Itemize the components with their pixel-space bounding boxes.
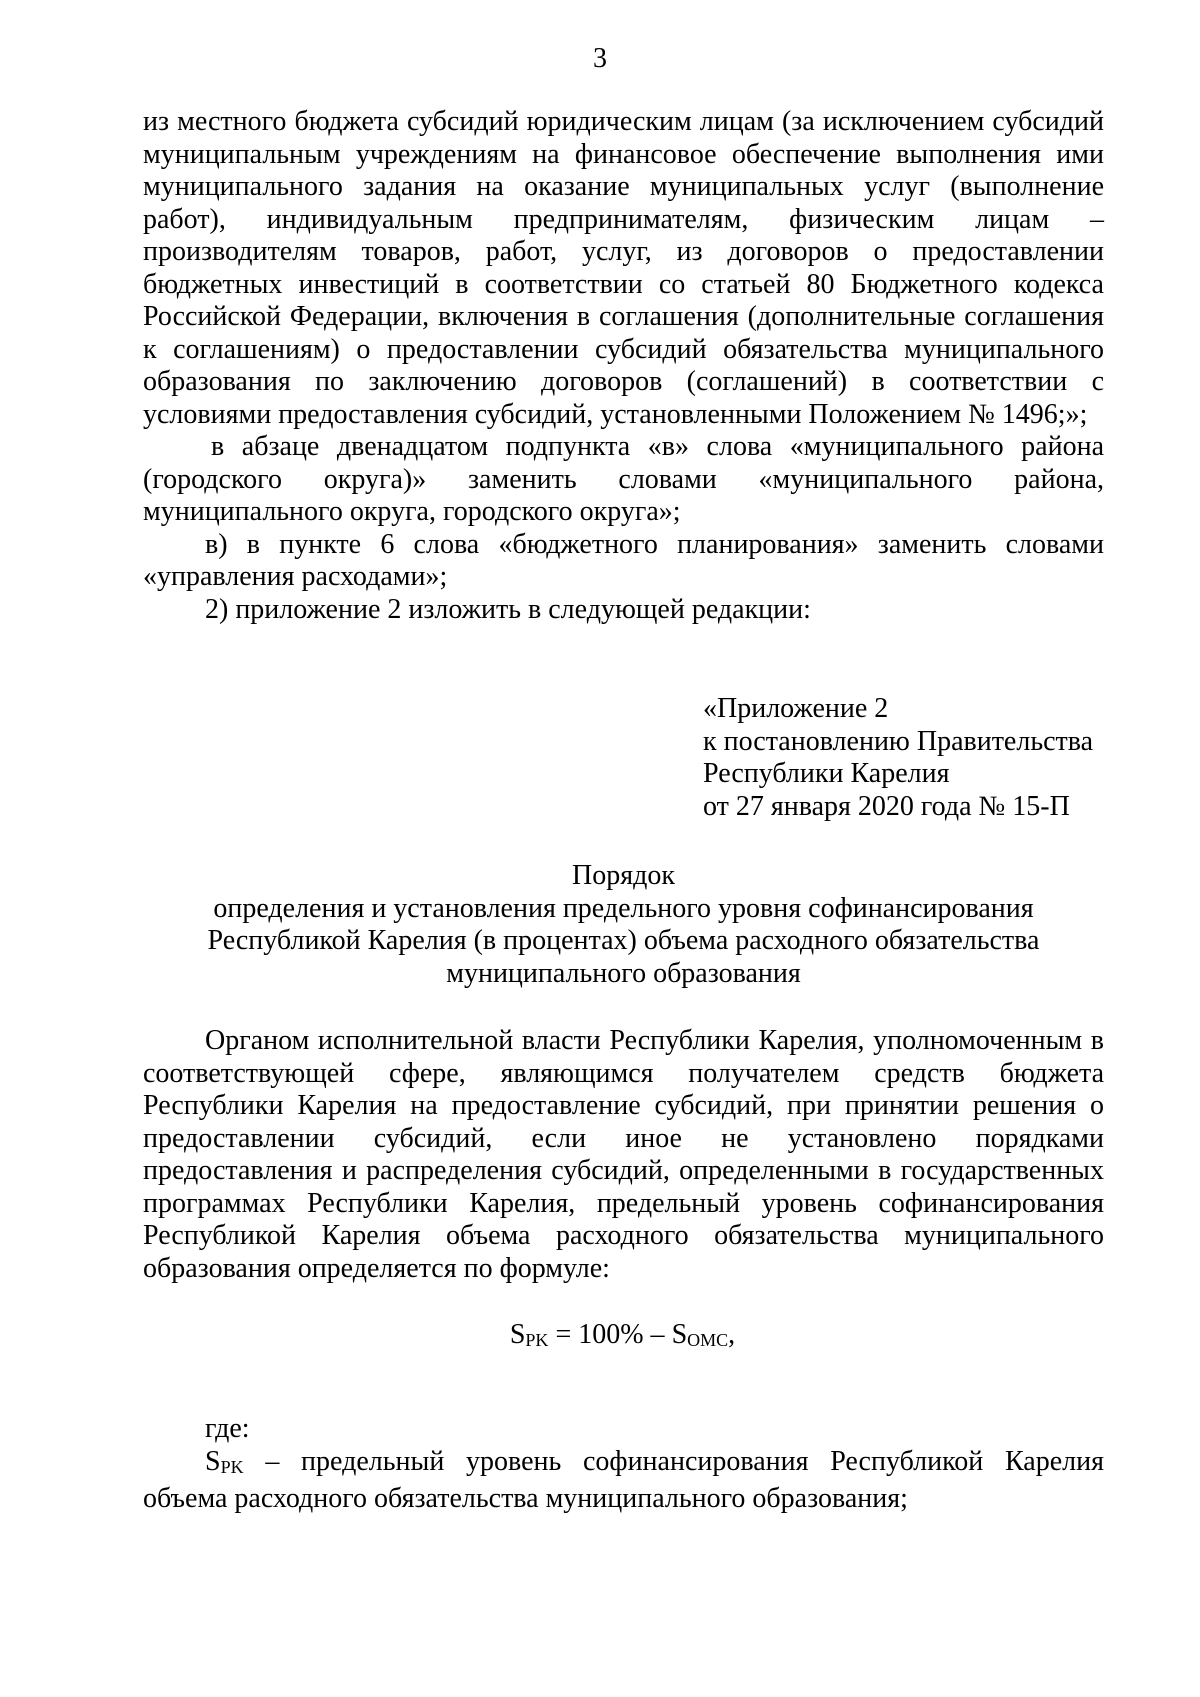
title-line-3: муниципального образования [446, 957, 801, 989]
top-text-block [143, 106, 1104, 626]
formula-s-2: S [671, 1319, 688, 1350]
formula-sub-omc: OMC [687, 1330, 729, 1350]
main-paragraph: Органом исполнительной власти Республики Карелия, уполномоченным в соответствующей сфере, являющимся получателем средств бюджета Республики Карелия на предоставление субсидий, при принятии решения о предоставлении субсидий, если иное не установлено порядками предоставления и распределения субсидий, определенными в государственных программах Республики Карелия, предельный уровень софинансирования Республикой Карелия объема расходного обязательства муниципального образования определяется по формуле: [143, 1025, 1104, 1284]
appendix-line-4: от 27 января 2020 года № 15-П [703, 790, 1070, 822]
appendix-line-2: к постановлению Правительства [703, 725, 1094, 757]
where-block [143, 1413, 1104, 1516]
formula [0, 1319, 1200, 1357]
paragraph-continuation: из местного бюджета субсидий юридическим лицам (за исключением субсидий муниципальным учреждениям на финансовое обеспечение выполнения ими муниципального задания на оказание муниципальных услуг (выполнение работ), индивидуальным предпринимателям, физическим лицам – производителям товаров, работ, услуг, из договоров о предоставлении бюджетных инвестиций в соответствии со статьей 80 Бюджетного кодекса Российской Федерации, включения в соглашения (дополнительные соглашения к соглашениям) о предоставлении субсидий обязательства муниципального образования по заключению договоров (соглашений) в соответствии с условиями предоставления субсидий, установленными Положением № 1496;»; [143, 106, 1104, 430]
formula-equals: = 100% – [548, 1319, 672, 1350]
where-label: где: [205, 1413, 250, 1444]
formula-sub-pk: PK [525, 1330, 549, 1350]
page-number: 3 [593, 43, 607, 74]
definition-text: – предельный уровень софинансирования Республикой Карелия объема расходного обязательства муниципального образования; [143, 1445, 1104, 1514]
definition-spk [143, 1446, 1104, 1516]
definition-symbol: S [205, 1445, 221, 1477]
title-heading: Порядок [572, 860, 675, 891]
appendix-header [703, 693, 1123, 823]
title-line-2: Республикой Карелия (в процентах) объема расходного обязательства [207, 925, 1040, 956]
paragraph-point-6: в) в пункте 6 слова «бюджетного планирования» заменить словами «управления расходами»; [143, 528, 1104, 592]
document-title [143, 860, 1104, 990]
formula-tail: , [728, 1319, 736, 1350]
appendix-line-3: Республики Карелия [703, 758, 950, 789]
definition-symbol-sub: PK [220, 1456, 244, 1477]
formula-s: S [509, 1319, 526, 1350]
paragraph-abzac-12: в абзаце двенадцатом подпункта «в» слова «муниципального района (городского округа)» заменить словами «муниципального района, муниципального округа, городского округа»; [143, 431, 1104, 527]
appendix-line-1: «Приложение 2 [703, 693, 889, 724]
paragraph-appendix-2: 2) приложение 2 изложить в следующей редакции: [205, 593, 811, 625]
title-line-1: определения и установления предельного уровня софинансирования [213, 892, 1034, 924]
main-text-block [143, 1025, 1104, 1285]
